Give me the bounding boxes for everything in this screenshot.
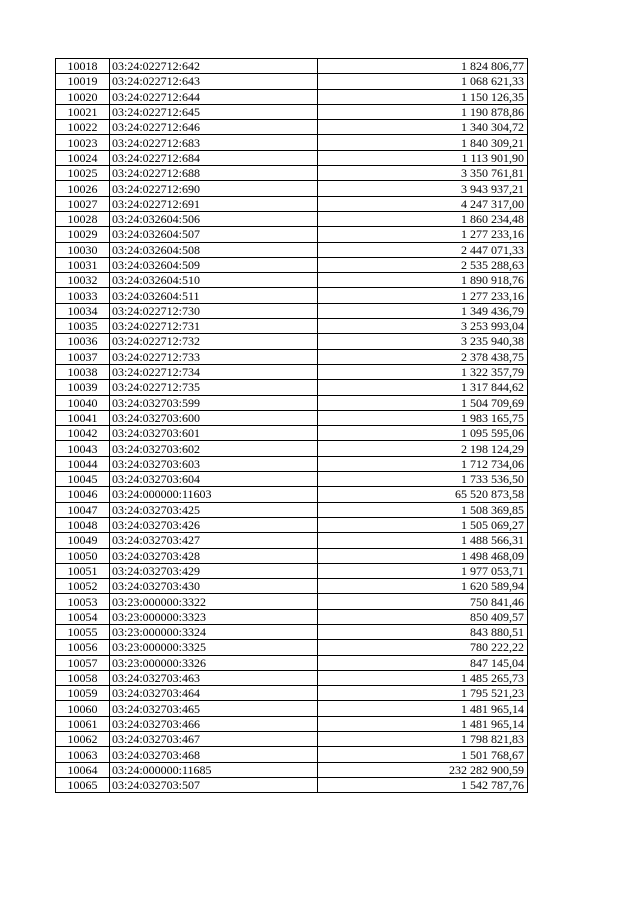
row-number-cell: 10031 — [56, 257, 110, 272]
cadastral-value-cell: 750 841,46 — [318, 594, 528, 609]
cadastral-value-cell: 1 505 069,27 — [318, 517, 528, 532]
cadastral-number-cell: 03:24:000000:11603 — [110, 487, 318, 502]
cadastral-number-cell: 03:24:032703:507 — [110, 777, 318, 792]
cadastral-number-cell: 03:24:032703:604 — [110, 472, 318, 487]
row-number-cell: 10059 — [56, 686, 110, 701]
row-number-cell: 10021 — [56, 104, 110, 119]
cadastral-number-cell: 03:24:022712:683 — [110, 135, 318, 150]
cadastral-number-cell: 03:24:032703:425 — [110, 502, 318, 517]
table-row — [56, 732, 528, 747]
cadastral-value-cell: 2 198 124,29 — [318, 441, 528, 456]
table-row — [56, 487, 528, 502]
row-number-cell: 10053 — [56, 594, 110, 609]
row-number-cell: 10018 — [56, 59, 110, 74]
row-number-cell: 10058 — [56, 670, 110, 685]
row-number-cell: 10026 — [56, 181, 110, 196]
table-row — [56, 762, 528, 777]
row-number-cell: 10025 — [56, 166, 110, 181]
table-row — [56, 655, 528, 670]
row-number-cell: 10052 — [56, 579, 110, 594]
cadastral-number-cell: 03:23:000000:3325 — [110, 640, 318, 655]
table-row — [56, 426, 528, 441]
row-number-cell: 10042 — [56, 426, 110, 441]
cadastral-number-cell: 03:24:032703:600 — [110, 410, 318, 425]
cadastral-value-cell: 1 485 265,73 — [318, 670, 528, 685]
row-number-cell: 10055 — [56, 624, 110, 639]
cadastral-value-cell: 3 350 761,81 — [318, 166, 528, 181]
row-number-cell: 10040 — [56, 395, 110, 410]
table-row — [56, 380, 528, 395]
cadastral-number-cell: 03:24:022712:734 — [110, 364, 318, 379]
cadastral-number-cell: 03:24:032703:426 — [110, 517, 318, 532]
row-number-cell: 10065 — [56, 777, 110, 792]
cadastral-value-cell: 850 409,57 — [318, 609, 528, 624]
cadastral-number-cell: 03:24:032703:467 — [110, 732, 318, 747]
cadastral-number-cell: 03:24:032703:465 — [110, 701, 318, 716]
cadastral-number-cell: 03:24:022712:684 — [110, 150, 318, 165]
row-number-cell: 10032 — [56, 273, 110, 288]
cadastral-number-cell: 03:24:022712:730 — [110, 303, 318, 318]
cadastral-number-cell: 03:23:000000:3322 — [110, 594, 318, 609]
cadastral-value-cell: 1 498 468,09 — [318, 548, 528, 563]
table-row — [56, 410, 528, 425]
table-row — [56, 242, 528, 257]
table-row — [56, 303, 528, 318]
table-row — [56, 533, 528, 548]
table-row — [56, 166, 528, 181]
cadastral-value-cell: 1 481 965,14 — [318, 701, 528, 716]
cadastral-value-cell: 1 977 053,71 — [318, 563, 528, 578]
cadastral-value-cell: 1 824 806,77 — [318, 59, 528, 74]
cadastral-value-cell: 1 277 233,16 — [318, 227, 528, 242]
cadastral-value-cell: 1 542 787,76 — [318, 777, 528, 792]
row-number-cell: 10048 — [56, 517, 110, 532]
row-number-cell: 10051 — [56, 563, 110, 578]
cadastral-value-cell: 1 322 357,79 — [318, 364, 528, 379]
cadastral-number-cell: 03:24:032703:599 — [110, 395, 318, 410]
cadastral-number-cell: 03:24:032703:430 — [110, 579, 318, 594]
row-number-cell: 10060 — [56, 701, 110, 716]
row-number-cell: 10047 — [56, 502, 110, 517]
row-number-cell: 10024 — [56, 150, 110, 165]
cadastral-value-cell: 1 860 234,48 — [318, 211, 528, 226]
cadastral-value-cell: 1 150 126,35 — [318, 89, 528, 104]
table-row — [56, 548, 528, 563]
row-number-cell: 10030 — [56, 242, 110, 257]
cadastral-value-table — [55, 58, 528, 793]
cadastral-number-cell: 03:24:032703:429 — [110, 563, 318, 578]
row-number-cell: 10028 — [56, 211, 110, 226]
cadastral-number-cell: 03:24:022712:733 — [110, 349, 318, 364]
cadastral-value-cell: 232 282 900,59 — [318, 762, 528, 777]
table-row — [56, 211, 528, 226]
cadastral-value-cell: 847 145,04 — [318, 655, 528, 670]
table-row — [56, 135, 528, 150]
row-number-cell: 10039 — [56, 380, 110, 395]
cadastral-number-cell: 03:24:032604:506 — [110, 211, 318, 226]
table-body — [56, 59, 528, 793]
cadastral-number-cell: 03:24:022712:735 — [110, 380, 318, 395]
table-row — [56, 288, 528, 303]
row-number-cell: 10044 — [56, 456, 110, 471]
cadastral-value-cell: 1 113 901,90 — [318, 150, 528, 165]
table-row — [56, 273, 528, 288]
table-row — [56, 395, 528, 410]
table-row — [56, 472, 528, 487]
cadastral-number-cell: 03:24:022712:642 — [110, 59, 318, 74]
table-row — [56, 686, 528, 701]
table-row — [56, 517, 528, 532]
cadastral-number-cell: 03:24:032604:509 — [110, 257, 318, 272]
table-row — [56, 257, 528, 272]
cadastral-value-cell: 1 349 436,79 — [318, 303, 528, 318]
cadastral-value-cell: 1 068 621,33 — [318, 74, 528, 89]
cadastral-value-cell: 65 520 873,58 — [318, 487, 528, 502]
cadastral-number-cell: 03:24:032703:601 — [110, 426, 318, 441]
cadastral-value-cell: 1 095 595,06 — [318, 426, 528, 441]
cadastral-number-cell: 03:24:032604:510 — [110, 273, 318, 288]
table-row — [56, 579, 528, 594]
table-row — [56, 227, 528, 242]
cadastral-number-cell: 03:23:000000:3323 — [110, 609, 318, 624]
table-row — [56, 624, 528, 639]
cadastral-number-cell: 03:24:032703:427 — [110, 533, 318, 548]
cadastral-value-cell: 3 943 937,21 — [318, 181, 528, 196]
cadastral-number-cell: 03:24:032703:468 — [110, 747, 318, 762]
cadastral-number-cell: 03:24:022712:688 — [110, 166, 318, 181]
row-number-cell: 10062 — [56, 732, 110, 747]
table-row — [56, 777, 528, 792]
row-number-cell: 10033 — [56, 288, 110, 303]
row-number-cell: 10050 — [56, 548, 110, 563]
cadastral-number-cell: 03:24:032703:464 — [110, 686, 318, 701]
cadastral-number-cell: 03:24:032703:463 — [110, 670, 318, 685]
table-row — [56, 441, 528, 456]
cadastral-value-cell: 2 447 071,33 — [318, 242, 528, 257]
cadastral-value-cell: 1 983 165,75 — [318, 410, 528, 425]
cadastral-number-cell: 03:24:022712:731 — [110, 319, 318, 334]
table-row — [56, 640, 528, 655]
cadastral-value-cell: 4 247 317,00 — [318, 196, 528, 211]
row-number-cell: 10046 — [56, 487, 110, 502]
row-number-cell: 10064 — [56, 762, 110, 777]
row-number-cell: 10063 — [56, 747, 110, 762]
cadastral-value-cell: 780 222,22 — [318, 640, 528, 655]
cadastral-value-cell: 1 481 965,14 — [318, 716, 528, 731]
cadastral-value-cell: 1 488 566,31 — [318, 533, 528, 548]
table-row — [56, 594, 528, 609]
row-number-cell: 10054 — [56, 609, 110, 624]
cadastral-value-cell: 1 795 521,23 — [318, 686, 528, 701]
row-number-cell: 10061 — [56, 716, 110, 731]
table-row — [56, 670, 528, 685]
cadastral-number-cell: 03:23:000000:3324 — [110, 624, 318, 639]
table-row — [56, 716, 528, 731]
row-number-cell: 10027 — [56, 196, 110, 211]
row-number-cell: 10038 — [56, 364, 110, 379]
cadastral-number-cell: 03:24:022712:645 — [110, 104, 318, 119]
cadastral-number-cell: 03:24:032703:602 — [110, 441, 318, 456]
cadastral-value-cell: 1 501 768,67 — [318, 747, 528, 762]
row-number-cell: 10029 — [56, 227, 110, 242]
table-row — [56, 319, 528, 334]
cadastral-number-cell: 03:24:032604:507 — [110, 227, 318, 242]
row-number-cell: 10041 — [56, 410, 110, 425]
table-row — [56, 196, 528, 211]
table-row — [56, 701, 528, 716]
row-number-cell: 10019 — [56, 74, 110, 89]
row-number-cell: 10057 — [56, 655, 110, 670]
cadastral-value-cell: 1 798 821,83 — [318, 732, 528, 747]
cadastral-number-cell: 03:23:000000:3326 — [110, 655, 318, 670]
cadastral-value-cell: 843 880,51 — [318, 624, 528, 639]
cadastral-number-cell: 03:24:022712:646 — [110, 120, 318, 135]
table-row — [56, 349, 528, 364]
table-row — [56, 150, 528, 165]
cadastral-value-cell: 1 733 536,50 — [318, 472, 528, 487]
cadastral-value-cell: 1 890 918,76 — [318, 273, 528, 288]
cadastral-number-cell: 03:24:032604:508 — [110, 242, 318, 257]
table-row — [56, 364, 528, 379]
cadastral-value-cell: 2 535 288,63 — [318, 257, 528, 272]
cadastral-number-cell: 03:24:022712:691 — [110, 196, 318, 211]
table-row — [56, 74, 528, 89]
cadastral-number-cell: 03:24:022712:643 — [110, 74, 318, 89]
row-number-cell: 10023 — [56, 135, 110, 150]
table-row — [56, 502, 528, 517]
table-row — [56, 456, 528, 471]
table-row — [56, 59, 528, 74]
table-row — [56, 563, 528, 578]
cadastral-number-cell: 03:24:000000:11685 — [110, 762, 318, 777]
cadastral-number-cell: 03:24:022712:644 — [110, 89, 318, 104]
cadastral-value-cell: 1 504 709,69 — [318, 395, 528, 410]
row-number-cell: 10045 — [56, 472, 110, 487]
row-number-cell: 10035 — [56, 319, 110, 334]
cadastral-value-cell: 1 340 304,72 — [318, 120, 528, 135]
cadastral-number-cell: 03:24:022712:732 — [110, 334, 318, 349]
row-number-cell: 10034 — [56, 303, 110, 318]
cadastral-number-cell: 03:24:032703:428 — [110, 548, 318, 563]
row-number-cell: 10022 — [56, 120, 110, 135]
row-number-cell: 10043 — [56, 441, 110, 456]
table-row — [56, 104, 528, 119]
row-number-cell: 10037 — [56, 349, 110, 364]
table-row — [56, 609, 528, 624]
cadastral-value-cell: 1 508 369,85 — [318, 502, 528, 517]
table-row — [56, 120, 528, 135]
cadastral-value-cell: 1 840 309,21 — [318, 135, 528, 150]
row-number-cell: 10036 — [56, 334, 110, 349]
row-number-cell: 10020 — [56, 89, 110, 104]
cadastral-value-cell: 1 277 233,16 — [318, 288, 528, 303]
cadastral-number-cell: 03:24:022712:690 — [110, 181, 318, 196]
cadastral-value-cell: 1 190 878,86 — [318, 104, 528, 119]
cadastral-value-cell: 1 317 844,62 — [318, 380, 528, 395]
cadastral-value-cell: 1 712 734,06 — [318, 456, 528, 471]
table-row — [56, 89, 528, 104]
cadastral-number-cell: 03:24:032703:466 — [110, 716, 318, 731]
cadastral-number-cell: 03:24:032703:603 — [110, 456, 318, 471]
cadastral-value-cell: 1 620 589,94 — [318, 579, 528, 594]
row-number-cell: 10049 — [56, 533, 110, 548]
table-row — [56, 747, 528, 762]
cadastral-value-cell: 3 235 940,38 — [318, 334, 528, 349]
cadastral-value-cell: 3 253 993,04 — [318, 319, 528, 334]
cadastral-number-cell: 03:24:032604:511 — [110, 288, 318, 303]
cadastral-value-cell: 2 378 438,75 — [318, 349, 528, 364]
row-number-cell: 10056 — [56, 640, 110, 655]
table-row — [56, 181, 528, 196]
table-row — [56, 334, 528, 349]
